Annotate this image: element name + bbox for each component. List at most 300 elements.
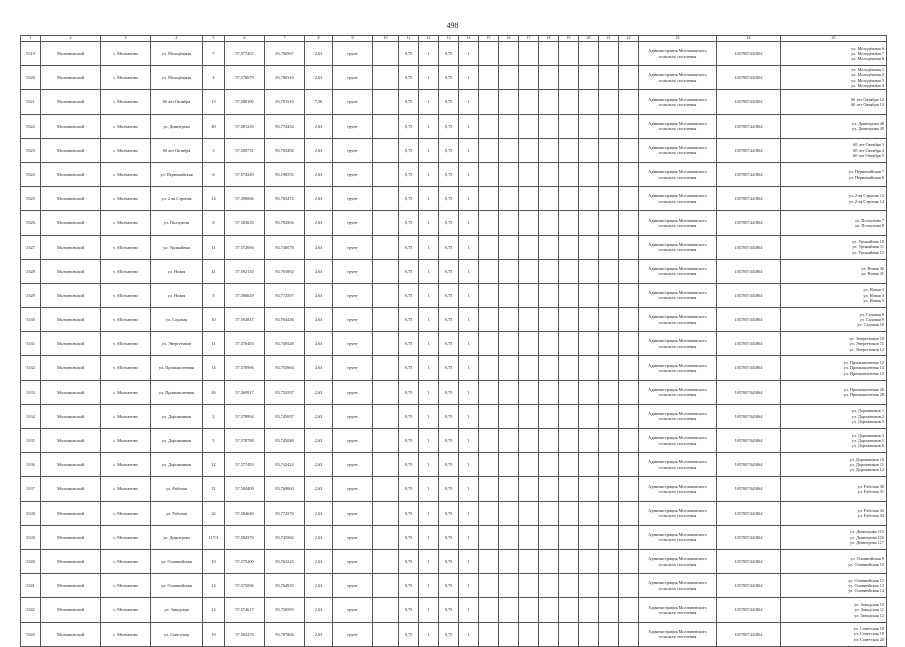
owner-cell: Администрация Молчановского сельского поселения bbox=[639, 356, 717, 380]
inn-cell: 1057007441864 bbox=[717, 114, 781, 138]
addresses-cell bbox=[781, 574, 887, 598]
latitude-cell: 57,584376 bbox=[225, 525, 265, 549]
col-17-cell bbox=[519, 308, 539, 332]
inn-cell: 1057007441864 bbox=[717, 501, 781, 525]
col-15-cell bbox=[479, 332, 499, 356]
col-16-cell bbox=[499, 259, 519, 283]
district-cell: Молчановский bbox=[41, 549, 101, 573]
street-cell: ул. Новая bbox=[151, 283, 203, 307]
longitude-cell: 83,764436 bbox=[265, 308, 305, 332]
col-20-cell bbox=[579, 90, 599, 114]
address-line: ул. Новая 40 bbox=[861, 265, 884, 271]
house-number-cell: 117/3 bbox=[203, 525, 225, 549]
value-cell: 2,63 bbox=[305, 622, 333, 646]
column-number-15: 15 bbox=[479, 36, 499, 42]
col-20-cell bbox=[579, 235, 599, 259]
row-id: 5328 bbox=[21, 259, 41, 283]
surface-cell: грунт bbox=[333, 259, 373, 283]
address-line: ул. Оловинйская 14 bbox=[848, 588, 884, 594]
latitude-cell: 57,592135 bbox=[225, 259, 265, 283]
col-20-cell bbox=[579, 162, 599, 186]
house-number-cell: 10 bbox=[203, 308, 225, 332]
col-22-cell bbox=[619, 283, 639, 307]
col-16-cell bbox=[499, 501, 519, 525]
col-22-cell bbox=[619, 574, 639, 598]
address-line: ул. Энергетиков 12 bbox=[849, 346, 884, 352]
owner-cell: Администрация Молчановского сельского поселения bbox=[639, 598, 717, 622]
value-cell: 2,63 bbox=[305, 66, 333, 90]
street-cell: 60 лет Октября bbox=[151, 138, 203, 162]
street-cell: ул. Димитрова bbox=[151, 114, 203, 138]
col-15-cell bbox=[479, 114, 499, 138]
col-15-cell bbox=[479, 622, 499, 646]
col-20-cell bbox=[579, 429, 599, 453]
col-15-cell bbox=[479, 598, 499, 622]
addresses-cell bbox=[781, 622, 887, 646]
col-10-cell bbox=[373, 90, 399, 114]
col-14-cell: 1 bbox=[459, 332, 479, 356]
house-number-cell: 41 bbox=[203, 259, 225, 283]
col-12-cell: 1 bbox=[419, 66, 439, 90]
row-id: 5341 bbox=[21, 574, 41, 598]
house-number-cell: 12 bbox=[203, 453, 225, 477]
addresses-cell bbox=[781, 429, 887, 453]
col-15-cell bbox=[479, 429, 499, 453]
col-17-cell bbox=[519, 622, 539, 646]
addresses-cell bbox=[781, 90, 887, 114]
table-row bbox=[21, 259, 887, 283]
col-18-cell bbox=[539, 308, 559, 332]
address-line: ул. Новая 4 bbox=[863, 292, 884, 298]
table-row bbox=[21, 622, 887, 646]
col-19-cell bbox=[559, 66, 579, 90]
house-number-cell: 11 bbox=[203, 235, 225, 259]
col-17-cell bbox=[519, 453, 539, 477]
col-11-cell: 0,75 bbox=[399, 283, 419, 307]
value-cell: 2,63 bbox=[305, 332, 333, 356]
col-19-cell bbox=[559, 235, 579, 259]
village-cell: с. Молчаново bbox=[101, 477, 151, 501]
col-13-cell: 0,75 bbox=[439, 332, 459, 356]
col-22-cell bbox=[619, 162, 639, 186]
address-line: ул. Промышленная 15 bbox=[843, 370, 884, 376]
col-13-cell: 0,75 bbox=[439, 574, 459, 598]
col-11-cell: 0,75 bbox=[399, 90, 419, 114]
street-cell: ул. Рабочая bbox=[151, 477, 203, 501]
col-11-cell: 0,75 bbox=[399, 138, 419, 162]
col-21-cell bbox=[599, 187, 619, 211]
col-20-cell bbox=[579, 259, 599, 283]
col-15-cell bbox=[479, 380, 499, 404]
longitude-cell: 83,781516 bbox=[265, 90, 305, 114]
owner-cell: Администрация Молчановского сельского поселения bbox=[639, 622, 717, 646]
column-number-4: 4 bbox=[151, 36, 203, 42]
owner-cell: Администрация Молчановского сельского поселения bbox=[639, 90, 717, 114]
col-15-cell bbox=[479, 404, 499, 428]
address-line: ул. Дорожников 1 bbox=[851, 408, 884, 414]
col-14-cell: 1 bbox=[459, 622, 479, 646]
address-line: ул. Новая 3 bbox=[863, 287, 884, 293]
col-21-cell bbox=[599, 574, 619, 598]
house-number-cell: 19 bbox=[203, 622, 225, 646]
col-16-cell bbox=[499, 66, 519, 90]
col-19-cell bbox=[559, 429, 579, 453]
col-13-cell: 0,75 bbox=[439, 404, 459, 428]
col-11-cell: 0,75 bbox=[399, 42, 419, 66]
col-10-cell bbox=[373, 283, 399, 307]
addresses-cell bbox=[781, 380, 887, 404]
col-13-cell: 0,75 bbox=[439, 598, 459, 622]
addresses-cell bbox=[781, 114, 887, 138]
col-19-cell bbox=[559, 501, 579, 525]
value-cell: 2,63 bbox=[305, 356, 333, 380]
col-13-cell: 0,75 bbox=[439, 453, 459, 477]
col-10-cell bbox=[373, 356, 399, 380]
village-cell: с. Молчаново bbox=[101, 138, 151, 162]
latitude-cell: 57,576483 bbox=[225, 332, 265, 356]
col-20-cell bbox=[579, 356, 599, 380]
district-cell: Молчановский bbox=[41, 259, 101, 283]
street-cell: ул. Новая bbox=[151, 259, 203, 283]
street-cell: ул. 2-ая Строная bbox=[151, 187, 203, 211]
col-13-cell: 0,75 bbox=[439, 356, 459, 380]
surface-cell: грунт bbox=[333, 622, 373, 646]
col-18-cell bbox=[539, 453, 559, 477]
surface-cell: грунт bbox=[333, 42, 373, 66]
col-17-cell bbox=[519, 598, 539, 622]
longitude-cell: 83,783492 bbox=[265, 138, 305, 162]
col-15-cell bbox=[479, 453, 499, 477]
col-20-cell bbox=[579, 332, 599, 356]
addresses-cell bbox=[781, 259, 887, 283]
row-id: 5330 bbox=[21, 308, 41, 332]
col-12-cell: 1 bbox=[419, 549, 439, 573]
street-cell: ул. Молодёжная bbox=[151, 66, 203, 90]
col-17-cell bbox=[519, 332, 539, 356]
value-cell: 2,63 bbox=[305, 211, 333, 235]
longitude-cell: 83,774434 bbox=[265, 114, 305, 138]
col-14-cell: 1 bbox=[459, 162, 479, 186]
col-17-cell bbox=[519, 90, 539, 114]
col-11-cell: 0,75 bbox=[399, 332, 419, 356]
col-22-cell bbox=[619, 308, 639, 332]
value-cell: 2,63 bbox=[305, 259, 333, 283]
district-cell: Молчановский bbox=[41, 211, 101, 235]
owner-cell: Администрация Молчановского сельского поселения bbox=[639, 380, 717, 404]
col-19-cell bbox=[559, 308, 579, 332]
col-13-cell: 0,75 bbox=[439, 235, 459, 259]
value-cell: 2,63 bbox=[305, 380, 333, 404]
addresses-cell bbox=[781, 477, 887, 501]
col-14-cell: 1 bbox=[459, 187, 479, 211]
address-line: ул. Урожайная 10 bbox=[852, 239, 884, 245]
col-20-cell bbox=[579, 380, 599, 404]
address-line: ул. Советская 18 bbox=[853, 626, 884, 632]
village-cell: с. Молчаново bbox=[101, 380, 151, 404]
district-cell: Молчановский bbox=[41, 380, 101, 404]
street-cell: ул. Урожайная bbox=[151, 235, 203, 259]
house-number-cell: 10 bbox=[203, 549, 225, 573]
col-13-cell: 0,75 bbox=[439, 477, 459, 501]
longitude-cell: 83,769860 bbox=[265, 477, 305, 501]
owner-cell: Администрация Молчановского сельского поселения bbox=[639, 235, 717, 259]
addresses-cell bbox=[781, 138, 887, 162]
col-19-cell bbox=[559, 283, 579, 307]
col-22-cell bbox=[619, 525, 639, 549]
col-20-cell bbox=[579, 549, 599, 573]
col-21-cell bbox=[599, 138, 619, 162]
table-row bbox=[21, 501, 887, 525]
col-15-cell bbox=[479, 259, 499, 283]
row-id: 5334 bbox=[21, 404, 41, 428]
house-number-cell: 32 bbox=[203, 501, 225, 525]
col-11-cell: 0,75 bbox=[399, 574, 419, 598]
col-13-cell: 0,75 bbox=[439, 211, 459, 235]
column-number-14: 14 bbox=[459, 36, 479, 42]
district-cell: Молчановский bbox=[41, 308, 101, 332]
col-11-cell: 0,75 bbox=[399, 308, 419, 332]
col-17-cell bbox=[519, 66, 539, 90]
value-cell: 2,63 bbox=[305, 187, 333, 211]
row-id: 5325 bbox=[21, 187, 41, 211]
col-13-cell: 0,75 bbox=[439, 549, 459, 573]
col-14-cell: 1 bbox=[459, 308, 479, 332]
address-line: ул. Димитрова 49 bbox=[852, 126, 884, 132]
inn-cell: 1057007441864 bbox=[717, 235, 781, 259]
col-19-cell bbox=[559, 332, 579, 356]
value-cell: 2,63 bbox=[305, 114, 333, 138]
owner-cell: Администрация Молчановского сельского поселения bbox=[639, 332, 717, 356]
col-21-cell bbox=[599, 404, 619, 428]
col-10-cell bbox=[373, 598, 399, 622]
col-12-cell: 1 bbox=[419, 574, 439, 598]
address-line: ул. Урожайная 11 bbox=[852, 244, 884, 250]
col-12-cell: 1 bbox=[419, 453, 439, 477]
col-18-cell bbox=[539, 114, 559, 138]
col-18-cell bbox=[539, 574, 559, 598]
col-10-cell bbox=[373, 332, 399, 356]
table-row bbox=[21, 211, 887, 235]
latitude-cell: 57,582276 bbox=[225, 622, 265, 646]
col-21-cell bbox=[599, 525, 619, 549]
col-19-cell bbox=[559, 404, 579, 428]
address-line: ул. Молодёжная 8 bbox=[851, 56, 884, 62]
col-19-cell bbox=[559, 453, 579, 477]
column-number-24: 24 bbox=[717, 36, 781, 42]
table-row bbox=[21, 356, 887, 380]
table-row bbox=[21, 90, 887, 114]
col-13-cell: 0,75 bbox=[439, 259, 459, 283]
col-10-cell bbox=[373, 162, 399, 186]
col-20-cell bbox=[579, 501, 599, 525]
col-13-cell: 0,75 bbox=[439, 308, 459, 332]
col-21-cell bbox=[599, 308, 619, 332]
latitude-cell: 57,592847 bbox=[225, 308, 265, 332]
col-11-cell: 0,75 bbox=[399, 622, 419, 646]
col-19-cell bbox=[559, 211, 579, 235]
col-14-cell: 1 bbox=[459, 235, 479, 259]
address-line: ул. Дорожников 2 bbox=[851, 413, 884, 419]
col-20-cell bbox=[579, 598, 599, 622]
address-line: ул. Первомайская 7 bbox=[848, 169, 884, 175]
longitude-cell: 83,742424 bbox=[265, 453, 305, 477]
addresses-cell bbox=[781, 42, 887, 66]
col-11-cell: 0,75 bbox=[399, 66, 419, 90]
col-12-cell: 1 bbox=[419, 477, 439, 501]
address-line: ул. Оловинйская 9 bbox=[850, 556, 884, 562]
address-line: ул. Молодёжная 2 bbox=[851, 72, 884, 78]
address-line: ул. Садовая 9 bbox=[859, 316, 884, 322]
col-17-cell bbox=[519, 114, 539, 138]
district-cell: Молчановский bbox=[41, 453, 101, 477]
house-number-cell: 31 bbox=[203, 477, 225, 501]
col-20-cell bbox=[579, 283, 599, 307]
address-line: ул. Молодёжная 3 bbox=[851, 77, 884, 83]
column-number-6: 6 bbox=[225, 36, 265, 42]
col-15-cell bbox=[479, 574, 499, 598]
col-12-cell: 1 bbox=[419, 42, 439, 66]
col-11-cell: 0,75 bbox=[399, 211, 419, 235]
inn-cell: 1057007441864 bbox=[717, 42, 781, 66]
col-10-cell bbox=[373, 574, 399, 598]
col-21-cell bbox=[599, 501, 619, 525]
row-id: 5335 bbox=[21, 429, 41, 453]
col-12-cell: 1 bbox=[419, 598, 439, 622]
column-number-7: 7 bbox=[265, 36, 305, 42]
col-18-cell bbox=[539, 283, 559, 307]
col-19-cell bbox=[559, 549, 579, 573]
col-14-cell: 1 bbox=[459, 598, 479, 622]
col-21-cell bbox=[599, 235, 619, 259]
inn-cell: 1057007441864 bbox=[717, 66, 781, 90]
col-17-cell bbox=[519, 501, 539, 525]
column-number-21: 21 bbox=[599, 36, 619, 42]
col-15-cell bbox=[479, 308, 499, 332]
col-21-cell bbox=[599, 90, 619, 114]
owner-cell: Администрация Молчановского сельского поселения bbox=[639, 187, 717, 211]
village-cell: с. Молчаново bbox=[101, 453, 151, 477]
address-line: ул. Промышленная 14 bbox=[843, 365, 884, 371]
col-22-cell bbox=[619, 187, 639, 211]
col-13-cell: 0,75 bbox=[439, 138, 459, 162]
col-16-cell bbox=[499, 477, 519, 501]
village-cell: с. Молчаново bbox=[101, 162, 151, 186]
address-line: ул. Рабочая 30 bbox=[857, 483, 884, 489]
latitude-cell: 57,584409 bbox=[225, 477, 265, 501]
latitude-cell: 57,574349 bbox=[225, 162, 265, 186]
col-13-cell: 0,75 bbox=[439, 90, 459, 114]
col-17-cell bbox=[519, 477, 539, 501]
latitude-cell: 57,581239 bbox=[225, 114, 265, 138]
longitude-cell: 83,787804 bbox=[265, 622, 305, 646]
house-number-cell: 4 bbox=[203, 66, 225, 90]
district-cell: Молчановский bbox=[41, 114, 101, 138]
latitude-cell: 57,576679 bbox=[225, 66, 265, 90]
street-cell: ул. Дорожников bbox=[151, 429, 203, 453]
col-21-cell bbox=[599, 453, 619, 477]
surface-cell: грунт bbox=[333, 138, 373, 162]
column-number-11: 11 bbox=[399, 36, 419, 42]
table-row bbox=[21, 114, 887, 138]
street-cell: ул. Заводская bbox=[151, 598, 203, 622]
col-21-cell bbox=[599, 283, 619, 307]
street-cell: ул. Рабочая bbox=[151, 501, 203, 525]
longitude-cell: 83,790567 bbox=[265, 42, 305, 66]
house-number-cell: 49 bbox=[203, 114, 225, 138]
district-cell: Молчановский bbox=[41, 598, 101, 622]
col-20-cell bbox=[579, 574, 599, 598]
col-18-cell bbox=[539, 501, 559, 525]
col-16-cell bbox=[499, 332, 519, 356]
table-row bbox=[21, 380, 887, 404]
col-19-cell bbox=[559, 477, 579, 501]
addresses-cell bbox=[781, 187, 887, 211]
village-cell: с. Молчаново bbox=[101, 622, 151, 646]
col-16-cell bbox=[499, 598, 519, 622]
row-id: 5333 bbox=[21, 380, 41, 404]
col-11-cell: 0,75 bbox=[399, 235, 419, 259]
surface-cell: грунт bbox=[333, 453, 373, 477]
col-20-cell bbox=[579, 66, 599, 90]
surface-cell: грунт bbox=[333, 308, 373, 332]
owner-cell: Администрация Молчановского сельского поселения bbox=[639, 138, 717, 162]
village-cell: с. Молчаново bbox=[101, 574, 151, 598]
col-12-cell: 1 bbox=[419, 622, 439, 646]
column-number-10: 10 bbox=[373, 36, 399, 42]
col-17-cell bbox=[519, 187, 539, 211]
col-20-cell bbox=[579, 138, 599, 162]
district-cell: Молчановский bbox=[41, 283, 101, 307]
col-10-cell bbox=[373, 114, 399, 138]
longitude-cell: 83,784504 bbox=[265, 211, 305, 235]
village-cell: с. Молчаново bbox=[101, 283, 151, 307]
house-number-cell: 14 bbox=[203, 574, 225, 598]
column-number-1: 1 bbox=[21, 36, 41, 42]
col-21-cell bbox=[599, 622, 619, 646]
col-19-cell bbox=[559, 598, 579, 622]
col-22-cell bbox=[619, 622, 639, 646]
col-10-cell bbox=[373, 549, 399, 573]
column-number-5: 5 bbox=[203, 36, 225, 42]
col-12-cell: 1 bbox=[419, 308, 439, 332]
col-16-cell bbox=[499, 42, 519, 66]
district-cell: Молчановский bbox=[41, 356, 101, 380]
col-19-cell bbox=[559, 187, 579, 211]
col-20-cell bbox=[579, 477, 599, 501]
row-id: 5321 bbox=[21, 90, 41, 114]
col-18-cell bbox=[539, 598, 559, 622]
col-14-cell: 1 bbox=[459, 477, 479, 501]
col-10-cell bbox=[373, 138, 399, 162]
col-20-cell bbox=[579, 114, 599, 138]
col-19-cell bbox=[559, 380, 579, 404]
col-17-cell bbox=[519, 380, 539, 404]
col-21-cell bbox=[599, 356, 619, 380]
address-line: ул. 2-ая Строная 13 bbox=[848, 193, 884, 199]
address-line: ул. Новая 5 bbox=[863, 298, 884, 304]
col-16-cell bbox=[499, 187, 519, 211]
latitude-cell: 57,575066 bbox=[225, 574, 265, 598]
col-14-cell: 1 bbox=[459, 549, 479, 573]
col-14-cell: 1 bbox=[459, 66, 479, 90]
addresses-cell bbox=[781, 308, 887, 332]
street-cell: ул. Промышленная bbox=[151, 380, 203, 404]
col-13-cell: 0,75 bbox=[439, 42, 459, 66]
inn-cell: 1057007441864 bbox=[717, 138, 781, 162]
longitude-cell: 83,196555 bbox=[265, 162, 305, 186]
col-14-cell: 1 bbox=[459, 259, 479, 283]
col-19-cell bbox=[559, 42, 579, 66]
